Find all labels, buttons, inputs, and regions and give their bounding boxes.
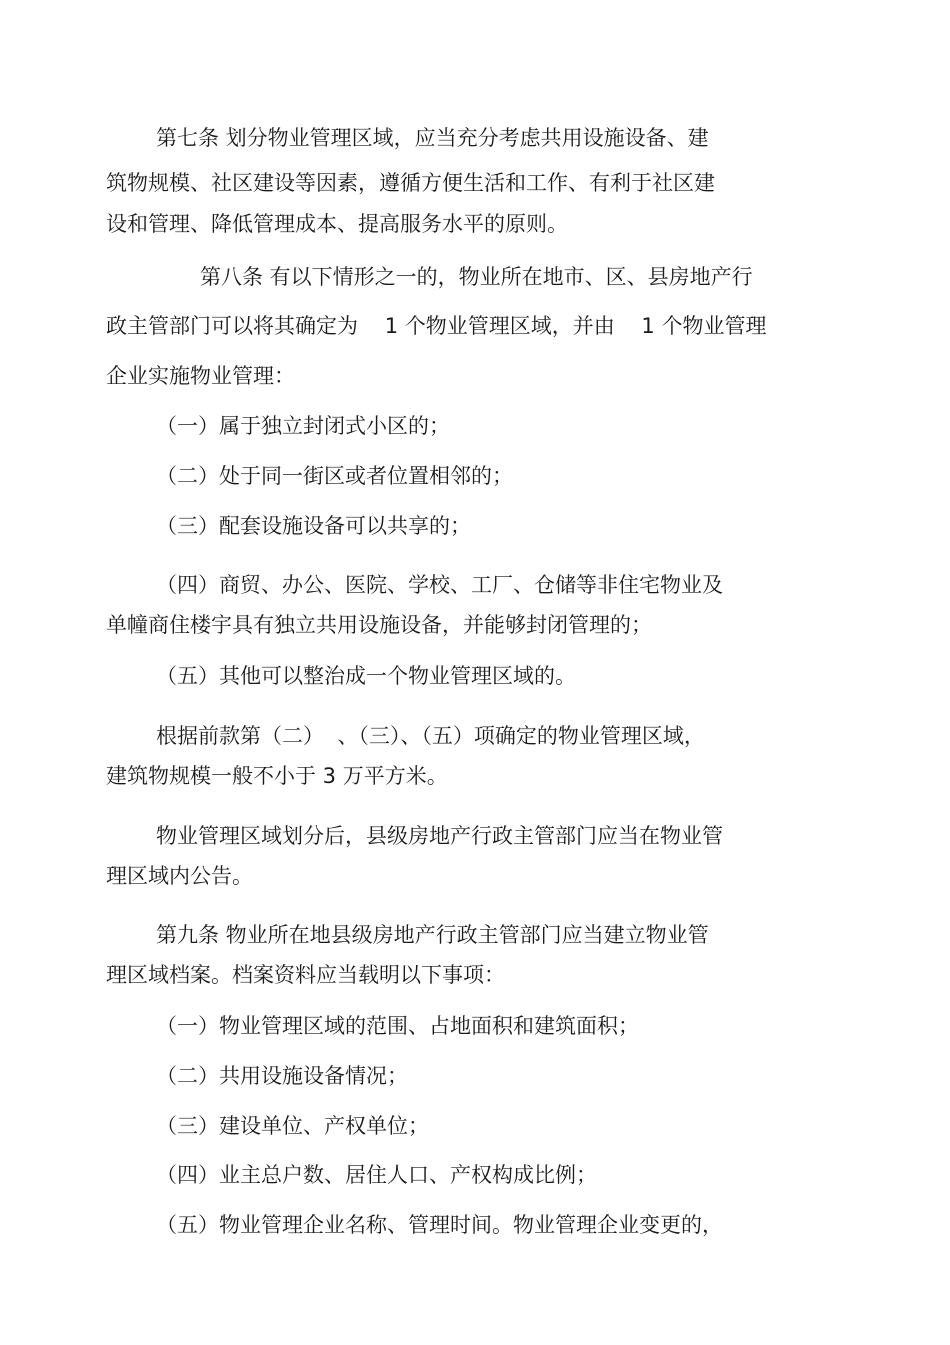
article9-item4: （四）业主总户数、居住人口、产权构成比例； <box>156 1163 597 1187</box>
article8-line2: 政主管部门可以将其确定为 1 个物业管理区域，并由 1 个物业管理 <box>106 314 767 338</box>
article9-line2: 理区域档案。档案资料应当载明以下事项： <box>106 963 505 987</box>
article8-para2-line2: 理区域内公告。 <box>106 864 253 888</box>
article9-line1: 第九条 物业所在地县级房地产行政主管部门应当建立物业管 <box>156 923 709 947</box>
article8-item2: （二）处于同一街区或者位置相邻的； <box>156 464 513 488</box>
article7-line1: 第七条 划分物业管理区域，应当充分考虑共用设施设备、建 <box>156 126 709 150</box>
article7-line3: 设和管理、降低管理成本、提高服务水平的原则。 <box>106 212 568 236</box>
article9-item2: （二）共用设施设备情况； <box>156 1064 408 1088</box>
article8-item3: （三）配套设施设备可以共享的； <box>156 514 471 538</box>
article8-line3: 企业实施物业管理： <box>106 364 295 388</box>
article9-item5: （五）物业管理企业名称、管理时间。物业管理企业变更的， <box>156 1213 723 1237</box>
article8-para2-line1: 物业管理区域划分后，县级房地产行政主管部门应当在物业管 <box>156 824 723 848</box>
article8-item1: （一）属于独立封闭式小区的； <box>156 414 450 438</box>
article8-item4-line1: （四）商贸、办公、医院、学校、工厂、仓储等非住宅物业及 <box>156 573 723 597</box>
article8-line1: 第八条 有以下情形之一的，物业所在地市、区、县房地产行 <box>200 265 753 289</box>
article9-item3: （三）建设单位、产权单位； <box>156 1114 429 1138</box>
article8-para1-line2: 建筑物规模一般不小于 3 万平方米。 <box>106 764 448 788</box>
article8-item4-line2: 单幢商住楼宇具有独立共用设施设备，并能够封闭管理的； <box>106 613 652 637</box>
article7-line2: 筑物规模、社区建设等因素，遵循方便生活和工作、有利于社区建 <box>106 171 715 195</box>
article9-item1: （一）物业管理区域的范围、占地面积和建筑面积； <box>156 1014 639 1038</box>
article8-item5: （五）其他可以整治成一个物业管理区域的。 <box>156 664 576 688</box>
article8-para1-line1: 根据前款第（二） 、（三）、（五）项确定的物业管理区域， <box>156 724 705 748</box>
